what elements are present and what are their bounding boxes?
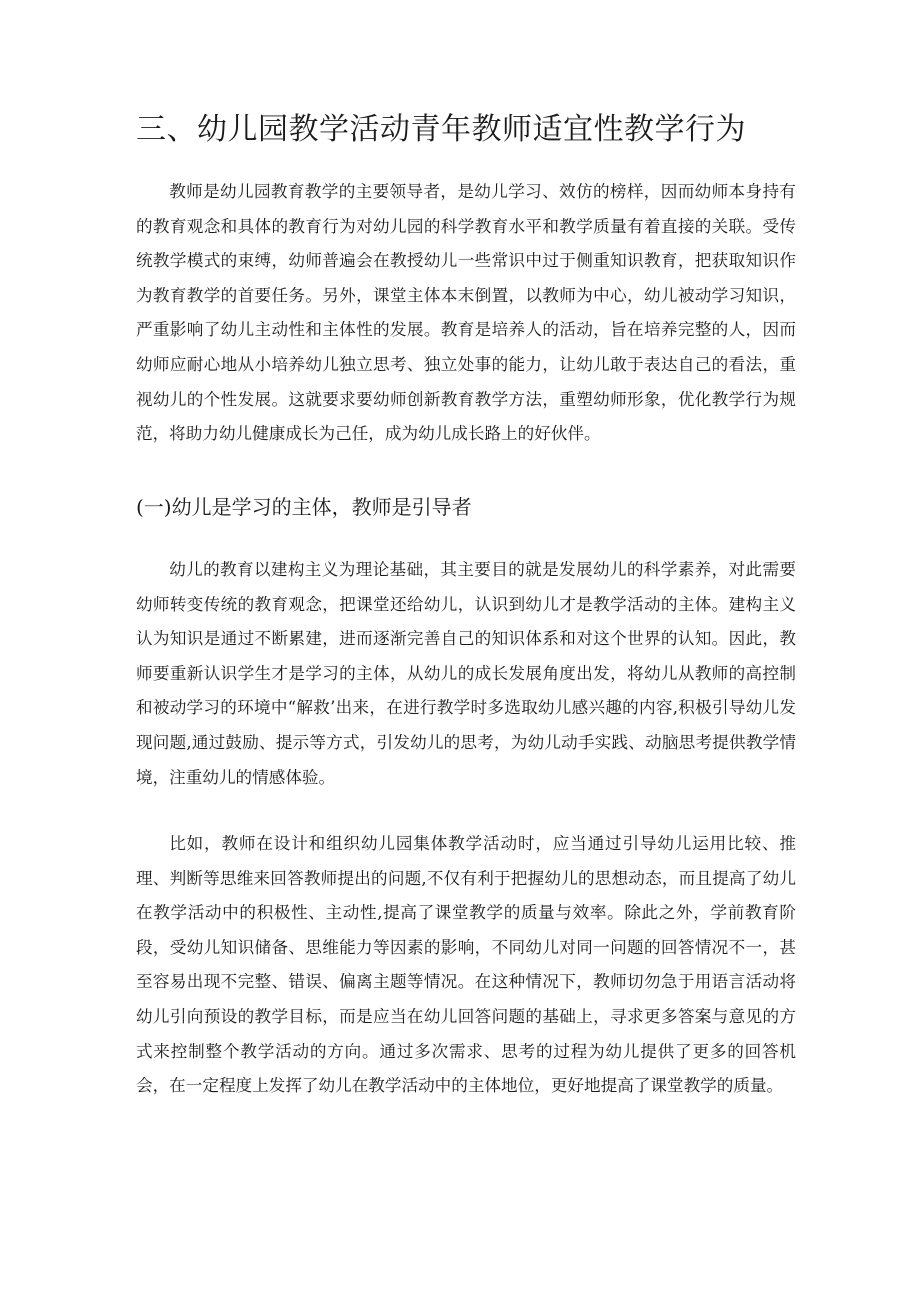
intro-paragraph: 教师是幼儿园教育教学的主要领导者，是幼儿学习、效仿的榜样，因而幼师本身持有的教育观念和具体的教育行为对幼儿园的科学教育水平和教学质量有着直接的关联。受传统教学模式的束缚，幼师普遍会在教授幼儿一些常识中过于侧重知识教育，把获取知识作为教育教学的首要任务。另外，课堂主体本末倒置，以教师为中心，幼儿被动学习知识，严重影响了幼儿主动性和主体性的发展。教育是培养人的活动，旨在培养完整的人，因而幼师应耐心地从小培养幼儿独立思考、独立处事的能力，让幼儿敢于表达自己的看法，重视幼儿的个性发展。这就要求要幼师创新教育教学方法，重塑幼师形象，优化教学行为规范，将助力幼儿健康成长为己任，成为幼儿成长路上的好伙伴。 (136, 182, 796, 444)
section-heading: (一)幼儿是学习的主体，教师是引导者 (136, 495, 472, 519)
document-title: 三、幼儿园教学活动青年教师适宜性教学行为 (136, 112, 746, 147)
section-paragraph-1: 幼儿的教育以建构主义为理论基础，其主要目的就是发展幼儿的科学素养，对此需要幼师转变传统的教育观念，把课堂还给幼儿，认识到幼儿才是教学活动的主体。建构主义认为知识是通过不断累建，进而逐渐完善自己的知识体系和对这个世界的认知。因此，教师要重新认识学生才是学习的主体，从幼儿的成长发展角度出发，将幼儿从教师的高控制和被动学习的环境中“解救’出来，在进行教学时多选取幼儿感兴趣的内容,积极引导幼儿发现问题,通过鼓励、提示等方式，引发幼儿的思考，为幼儿动手实践、动脑思考提供教学情境，注重幼儿的情感体验。 (136, 560, 796, 787)
section-paragraph-2: 比如，教师在设计和组织幼儿园集体教学活动时，应当通过引导幼儿运用比较、推理、判断等思维来回答教师提出的问题,不仅有利于把握幼儿的思想动态，而且提高了幼儿在教学活动中的积极性、主动性,提高了课堂教学的质量与效率。除此之外，学前教育阶段，受幼儿知识储备、思维能力等因素的影响，不同幼儿对同一问题的回答情况不一，甚至容易出现不完整、错误、偏离主题等情况。在这种情况下，教师切勿急于用语言活动将幼儿引向预设的教学目标，而是应当在幼儿回答问题的基础上，寻求更多答案与意见的方式来控制整个教学活动的方向。通过多次需求、思考的过程为幼儿提供了更多的回答机会，在一定程度上发挥了幼儿在教学活动中的主体地位，更好地提高了课堂教学的质量。 (136, 834, 796, 1096)
